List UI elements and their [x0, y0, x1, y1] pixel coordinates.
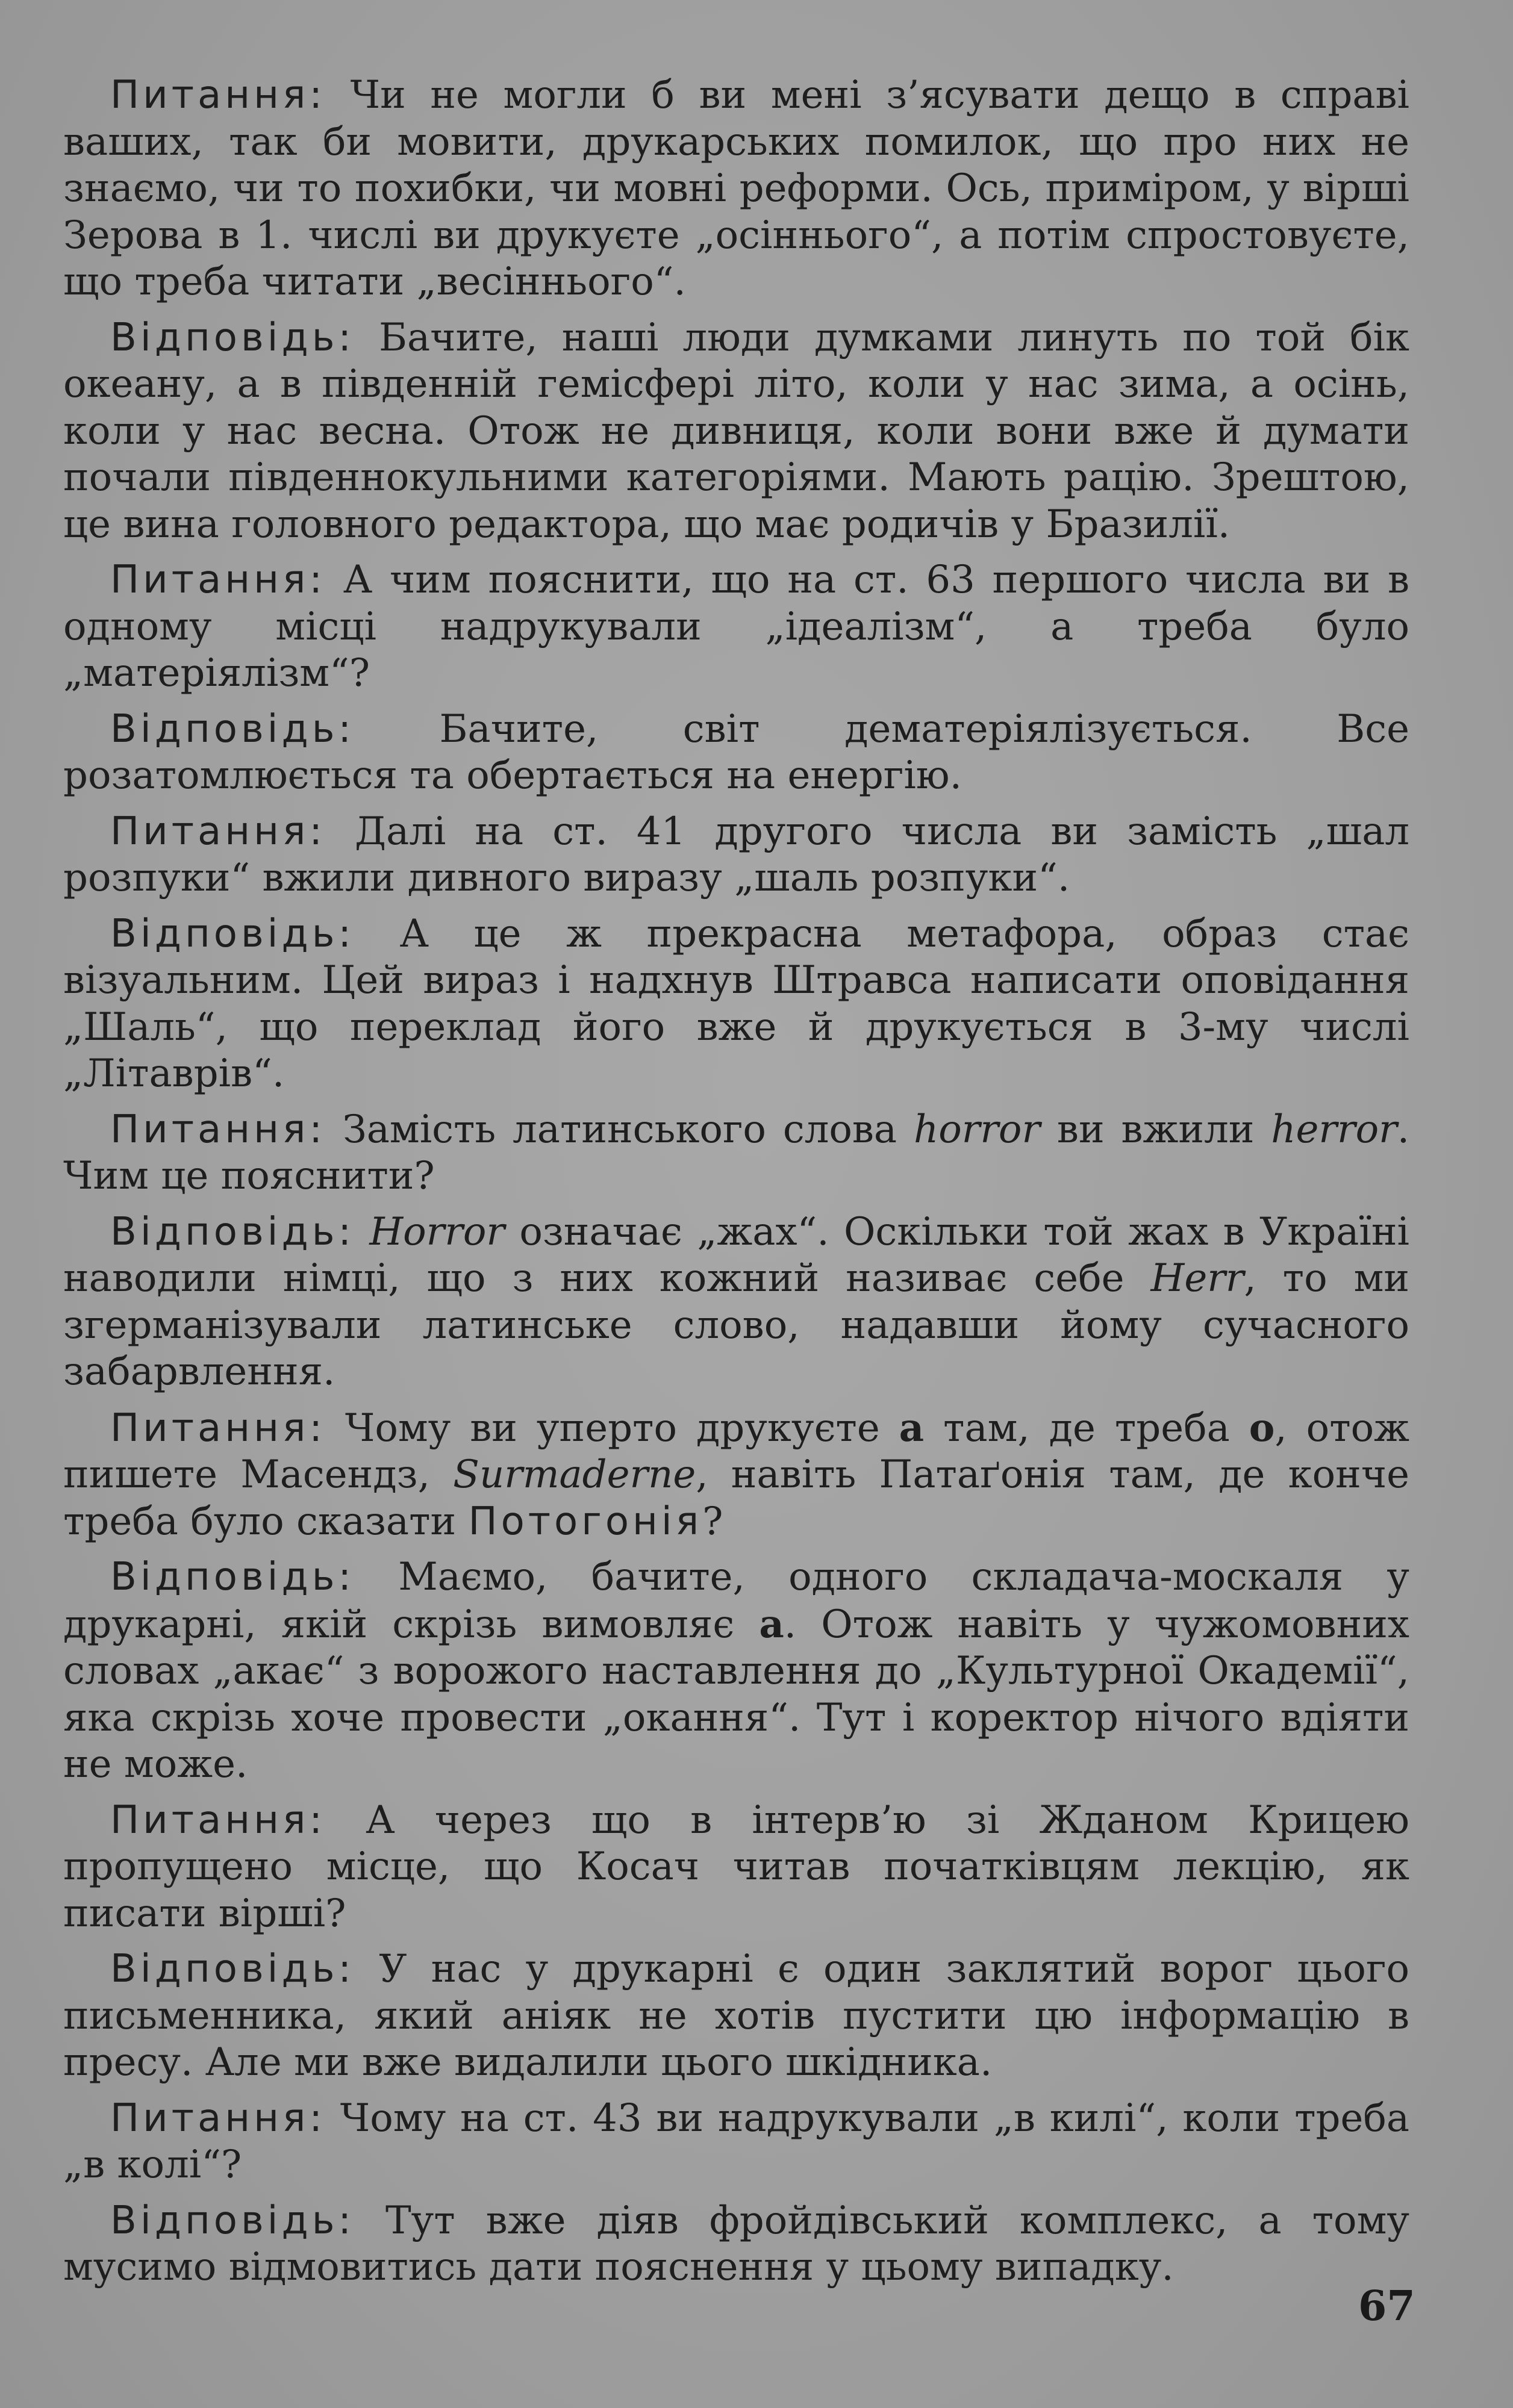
question-paragraph — [63, 1107, 1409, 1200]
answer-paragraph — [63, 1209, 1409, 1396]
question-paragraph — [63, 1797, 1409, 1938]
paragraph-label: Питання: — [110, 2095, 326, 2141]
answer-paragraph — [63, 1554, 1409, 1788]
text-run: там, де треба — [924, 1405, 1249, 1451]
text-run: ви вжили — [1040, 1107, 1271, 1152]
paragraph-label: Відповідь: — [110, 315, 355, 360]
paragraph-label: Відповідь: — [110, 2198, 355, 2243]
text-run: Herr — [1150, 1256, 1244, 1301]
paragraph-label: Відповідь: — [110, 706, 355, 751]
text-run: Чи не могли б ви мені з’ясувати дещо в справі ваших, так би мовити, друкарських помилок, що про них не знаємо, чи то похибки, чи мовні реформи. Ось, приміром, у вірші Зерова в 1. числі ви друкуєте „осіннього“, а потім спростовуєте, що треба читати „весіннього“. — [63, 73, 1410, 304]
qa-text-block — [63, 72, 1409, 2300]
text-run: Замість латинського слова — [342, 1107, 914, 1152]
text-run: , отож пишете Масендз, — [63, 1405, 1410, 1497]
text-run: horror — [913, 1107, 1041, 1152]
text-run: Далі на ст. 41 другого числа ви замість „шал розпуки“ вжили дивного виразу „шаль розпуки“. — [63, 809, 1410, 900]
text-run: ? — [702, 1499, 723, 1544]
text-run: Потогонія — [468, 1499, 703, 1544]
question-paragraph — [63, 1405, 1409, 1546]
answer-paragraph — [63, 706, 1409, 800]
text-run: , то ми згерманізували латинське слово, надавши йому сучасного забарвлення. — [63, 1256, 1409, 1394]
paragraph-label: Питання: — [110, 809, 326, 854]
text-run: Бачите, світ дематеріялізується. Все розатомлюється та обертається на енергію. — [63, 706, 1410, 798]
answer-paragraph — [63, 1946, 1409, 2086]
text-run: Тут вже діяв фройдівський комплекс, а тому мусимо відмовитись дати пояснення у цьому випадку. — [63, 2198, 1410, 2289]
paragraph-label: Відповідь: — [110, 1947, 355, 1991]
answer-paragraph — [63, 911, 1409, 1098]
text-run: А через що в інтерв’ю зі Жданом Крицею пропущено місце, що Косач читав початківцям лекцію, як писати вірші? — [63, 1797, 1409, 1936]
text-run: Чому ви уперто друкуєте — [345, 1405, 899, 1451]
paragraph-label: Відповідь: — [110, 1209, 355, 1254]
question-paragraph — [63, 72, 1409, 306]
text-run: Бачите, наші люди думками линуть по той бік океану, а в південній гемісфері літо, коли у нас зима, а осінь, коли у нас весна. Отож не дивниця, коли вони вже й думати почали південнокульними категоріями. Мають рацію. Зрештою, це вина головного редактора, що має родичів у Бразилії. — [63, 315, 1410, 547]
paragraph-label: Відповідь: — [110, 911, 355, 956]
answer-paragraph — [63, 315, 1409, 549]
text-run: означає „жах“. Оскільки той жах в Україні наводили німці, що з них кожний називає себе — [63, 1209, 1410, 1301]
text-run: о — [1249, 1405, 1275, 1451]
text-run: , навіть Патаґонія там, де конче треба було сказати — [63, 1452, 1410, 1544]
text-run: herror — [1271, 1107, 1397, 1152]
paragraph-label: Питання: — [110, 1797, 326, 1843]
text-run: У нас у друкарні є один заклятий ворог цього письменника, який аніяк не хотів пустити цю інформацію в пресу. Але ми вже видалили цього шкідника. — [63, 1947, 1410, 2085]
paragraph-label: Питання: — [110, 73, 326, 117]
text-run: . Отож навіть у чужомовних словах „акає“ з ворожого наставлення до „Культурної Окадемії“, яка скрізь хоче провести „окання“. Тут і коректор нічого вдіяти не може. — [63, 1602, 1409, 1787]
paragraph-label: Питання: — [110, 558, 326, 602]
text-run: Маємо, бачите, одного складача-москаля у друкарні, якій скрізь вимовляє — [63, 1555, 1410, 1647]
question-paragraph — [63, 809, 1409, 902]
paragraph-label: Питання: — [110, 1405, 326, 1451]
text-run: а — [899, 1405, 925, 1451]
text-run: А це ж прекрасна метафора, образ стає візуальним. Цей вираз і надхнув Штравса написати оповідання „Шаль“, що переклад його вже й друкується в 3-му числі „Літаврів“. — [63, 911, 1409, 1096]
text-run: А чим пояснити, що на ст. 63 першого числа ви в одному місці надрукували „ідеалізм“, а треба було „матеріялізм“? — [63, 558, 1410, 695]
text-run: . Чим це пояснити? — [63, 1107, 1410, 1198]
text-run: Чому на ст. 43 ви надрукували „в килі“, коли треба „в колі“? — [63, 2095, 1410, 2187]
text-run: Surmaderne — [453, 1452, 696, 1497]
paragraph-label: Питання: — [110, 1107, 326, 1152]
question-paragraph — [63, 2095, 1409, 2189]
answer-paragraph — [63, 2198, 1409, 2291]
text-run: а — [759, 1601, 784, 1647]
page-number: 67 — [1358, 2282, 1415, 2330]
paragraph-label: Відповідь: — [110, 1555, 355, 1599]
text-run: Horror — [369, 1209, 505, 1254]
question-paragraph — [63, 557, 1409, 697]
